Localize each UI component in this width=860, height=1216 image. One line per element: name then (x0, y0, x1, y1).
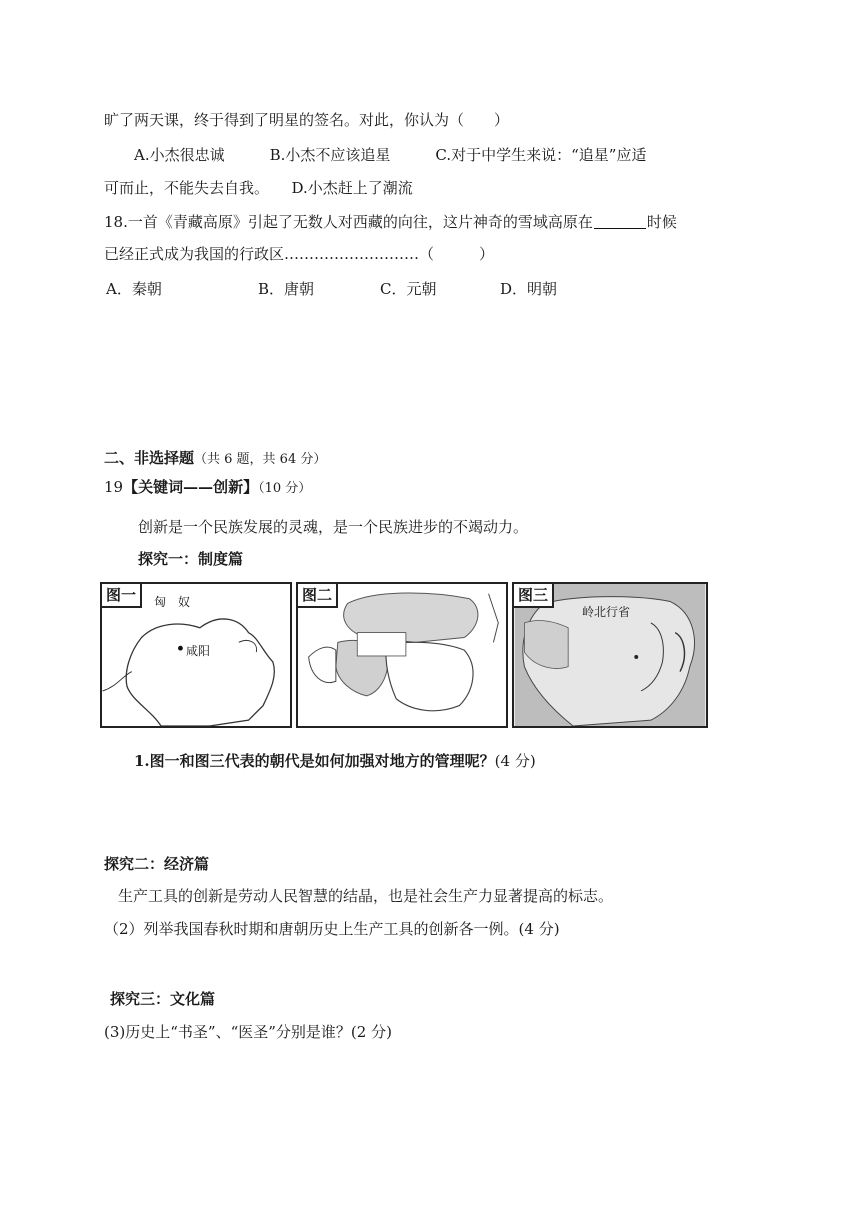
q19-intro: 创新是一个民族发展的灵魂，是一个民族进步的不竭动力。 (138, 518, 529, 536)
q19-sub1-score: (4 分) (494, 752, 536, 770)
explore1-title: 探究一：制度篇 (138, 550, 244, 568)
q19-sub1 (134, 751, 536, 771)
section2-heading (104, 448, 326, 470)
q18-option-b: B．唐朝 (258, 280, 315, 298)
q18-option-d: D．明朝 (500, 280, 558, 298)
map-figure-3 (512, 582, 708, 728)
map-1-text-xianyang: 咸阳 (186, 644, 211, 658)
map-figure-2 (296, 582, 508, 728)
q18-stem-part1: 18.一首《青藏高原》引起了无数人对西藏的向往，这片神奇的雪域高原在 (104, 213, 593, 231)
section2-note: （共 6 题，共 64 分） (194, 452, 327, 467)
q18-stem-part2: 时候 (646, 213, 677, 231)
q17-stem-tail: 旷了两天课，终于得到了明星的签名。对此，你认为（ ） (104, 111, 510, 129)
q18-stem-line2: 已经正式成为我国的行政区………………………（ ） (104, 245, 495, 263)
answer-blank (594, 213, 646, 229)
map-3-label: 图三 (514, 584, 554, 608)
q18-stem (104, 212, 677, 232)
map-1-label: 图一 (102, 584, 142, 608)
map-2-label: 图二 (298, 584, 338, 608)
q18-option-c: C．元朝 (380, 280, 437, 298)
q19-sub2: （2）列举我国春秋时期和唐朝历史上生产工具的创新各一例。(4 分) (104, 920, 560, 938)
q19-score: （10 分） (258, 481, 312, 496)
section2-title: 二、非选择题 (104, 449, 195, 467)
explore2-intro: 生产工具的创新是劳动人民智慧的结晶，也是社会生产力显著提高的标志。 (118, 887, 614, 905)
map-figure-1 (100, 582, 292, 728)
q19-sub1-text: 1.图一和图三代表的朝代是如何加强对地方的管理呢？ (134, 752, 495, 770)
q19-number: 19 (104, 478, 124, 496)
explore3-title: 探究三：文化篇 (110, 990, 216, 1008)
explore2-title: 探究二：经济篇 (104, 855, 210, 873)
map-1-text-xiongnu: 匈 奴 (154, 595, 191, 609)
q17-options-line1: A.小杰很忠诚 B.小杰不应该追星 C.对于中学生来说：“追星”应适 (134, 146, 647, 164)
q19-heading (104, 477, 311, 499)
q17-options-line2: 可而止，不能失去自我。 D.小杰赶上了潮流 (104, 179, 413, 197)
q18-option-a: A．秦朝 (106, 280, 162, 298)
q19-sub3: (3)历史上“书圣”、“医圣”分别是谁？(2 分) (104, 1023, 392, 1041)
map-3-text-lingbei: 岭北行省 (582, 605, 631, 619)
q19-keyword: 【关键词——创新】 (123, 478, 259, 496)
